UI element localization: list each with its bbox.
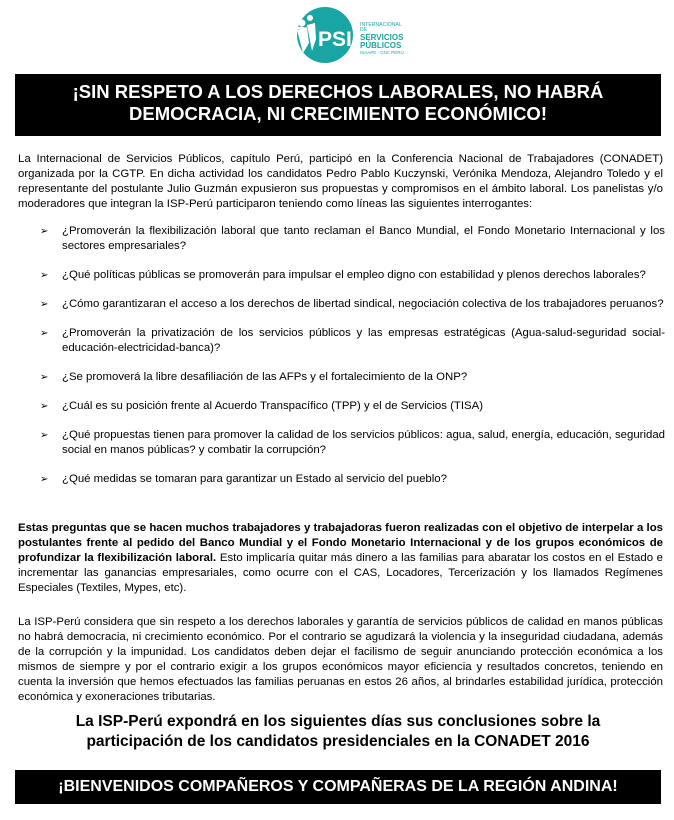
question-text: ¿Promoverán la privatización de los servicios públicos y las empresas estratégicas (Agua-salud-seguridad social-educación-electricidad-banca)? <box>62 327 665 354</box>
closing-statement <box>20 712 656 752</box>
question-text: ¿Qué propuestas tienen para promover la calidad de los servicios públicos: agua, salud, energía, educación, seguridad social en manos públicas? y combatir la corrupción? <box>62 429 665 456</box>
arrow-bullet-icon: ➢ <box>40 474 49 485</box>
logo-line-1: INTERNACIONAL DE <box>360 22 402 33</box>
closing-line-2: participación de los candidatos presidenciales en la CONADET 2016 <box>86 733 590 750</box>
headline-line-2: DEMOCRACIA, NI CRECIMIENTO ECONÓMICO! <box>129 103 547 124</box>
headline-banner <box>15 74 661 136</box>
psi-mark <box>288 3 362 65</box>
logo-line-3: PÚBLICOS <box>360 41 402 50</box>
arrow-bullet-icon: ➢ <box>40 299 49 310</box>
arrow-bullet-icon: ➢ <box>40 430 49 441</box>
welcome-banner: ¡BIENVENIDOS COMPAÑEROS Y COMPAÑERAS DE LA REGIÓN ANDINA! <box>15 770 661 804</box>
logo-wordmark <box>360 23 406 56</box>
arrow-bullet-icon: ➢ <box>40 328 49 339</box>
arrow-bullet-icon: ➢ <box>40 401 49 412</box>
paragraph-objective-bold: Estas preguntas que se hacen muchos trabajadores y trabajadoras fueron realizadas con el objetivo de interpelar a los postulantes frente al pedido del Banco Mundial y el Fondo Monetario Internacional y de los grupos económicos de profundizar la flexibilización laboral. <box>18 522 663 564</box>
question-text: ¿Cómo garantizaran el acceso a los derechos de libertad sindical, negociación colectiva de los trabajadores peruanos? <box>62 298 664 310</box>
headline-line-1: ¡SIN RESPETO A LOS DERECHOS LABORALES, NO HABRÁ <box>72 81 604 102</box>
psi-logo <box>288 3 404 65</box>
question-text: ¿Se promoverá la libre desafiliación de las AFPs y el fortalecimiento de la ONP? <box>62 371 468 383</box>
question-item <box>40 399 665 414</box>
question-item <box>40 428 665 458</box>
question-text: ¿Qué políticas públicas se promoverán para impulsar el empleo digno con estabilidad y plenos derechos laborales? <box>62 269 646 281</box>
arrow-bullet-icon: ➢ <box>40 270 49 281</box>
arrow-bullet-icon: ➢ <box>40 226 49 237</box>
arrow-bullet-icon: ➢ <box>40 372 49 383</box>
paragraph-position: La ISP-Perú considera que sin respeto a los derechos laborales y garantía de servicios públicos de calidad en manos públicas no habrá democracia, ni crecimiento económico. Por el contrario se agudizará la violencia y la inseguridad ciudadana, además de la corrupción y la impunidad. Los candidatos deben dejar el facilismo de seguir anunciando protección económica a los mismos de siempre y por el contrario exigir a los grupos económicos mayor eficiencia y resultados concretos, teniendo en cuenta la inversión que hemos efectuados las familias peruanas en estos 26 años, al brindarles estabilidad jurídica, protección económica y exoneraciones tributarias. <box>18 616 663 703</box>
question-text: ¿Promoverán la flexibilización laboral que tanto reclaman el Banco Mundial, el Fondo Monetario Internacional y los sectores empresariales? <box>62 225 665 252</box>
question-text: ¿Qué medidas se tomaran para garantizar un Estado al servicio del pueblo? <box>62 473 447 485</box>
logo-line-4: ISAAPE - CNC PERÚ <box>360 50 404 55</box>
psi-mark-text: PSI <box>318 28 352 51</box>
question-item <box>40 297 665 312</box>
closing-line-1: La ISP-Perú expondrá en los siguientes días sus conclusiones sobre la <box>75 713 601 730</box>
question-item <box>40 268 665 283</box>
paragraph-objective <box>18 521 663 596</box>
paragraph-objective-normal: Esto implicaría quitar más dinero a las familias para abaratar los costos en el Estado e incrementar las ganancias empresariales, como ocurre con el CAS, Locadores, Tercerización y los llamados Regímenes Especiales (Textiles, Mypes, etc). <box>18 552 664 594</box>
question-item <box>40 370 665 385</box>
question-item <box>40 326 665 356</box>
intro-paragraph: La Internacional de Servicios Públicos, capítulo Perú, participó en la Conferencia Nacional de Trabajadores (CONADET) organizada por la CGTP. En dicha actividad los candidatos Pedro Pablo Kuczynski, Verónika Mendoza, Alejandro Toledo y el representante del postulante Julio Guzmán expusieron sus propuestas y compromisos en el ámbito laboral. Los panelistas y/o moderadores que integran la ISP-Perú participaron teniendo como líneas las siguientes interrogantes: <box>18 153 663 210</box>
question-item <box>40 472 665 487</box>
question-text: ¿Cuál es su posición frente al Acuerdo Transpacífico (TPP) y el de Servicios (TISA) <box>62 400 483 412</box>
questions-list <box>40 224 665 501</box>
logo-line-2: SERVICIOS <box>360 33 404 42</box>
question-item <box>40 224 665 254</box>
